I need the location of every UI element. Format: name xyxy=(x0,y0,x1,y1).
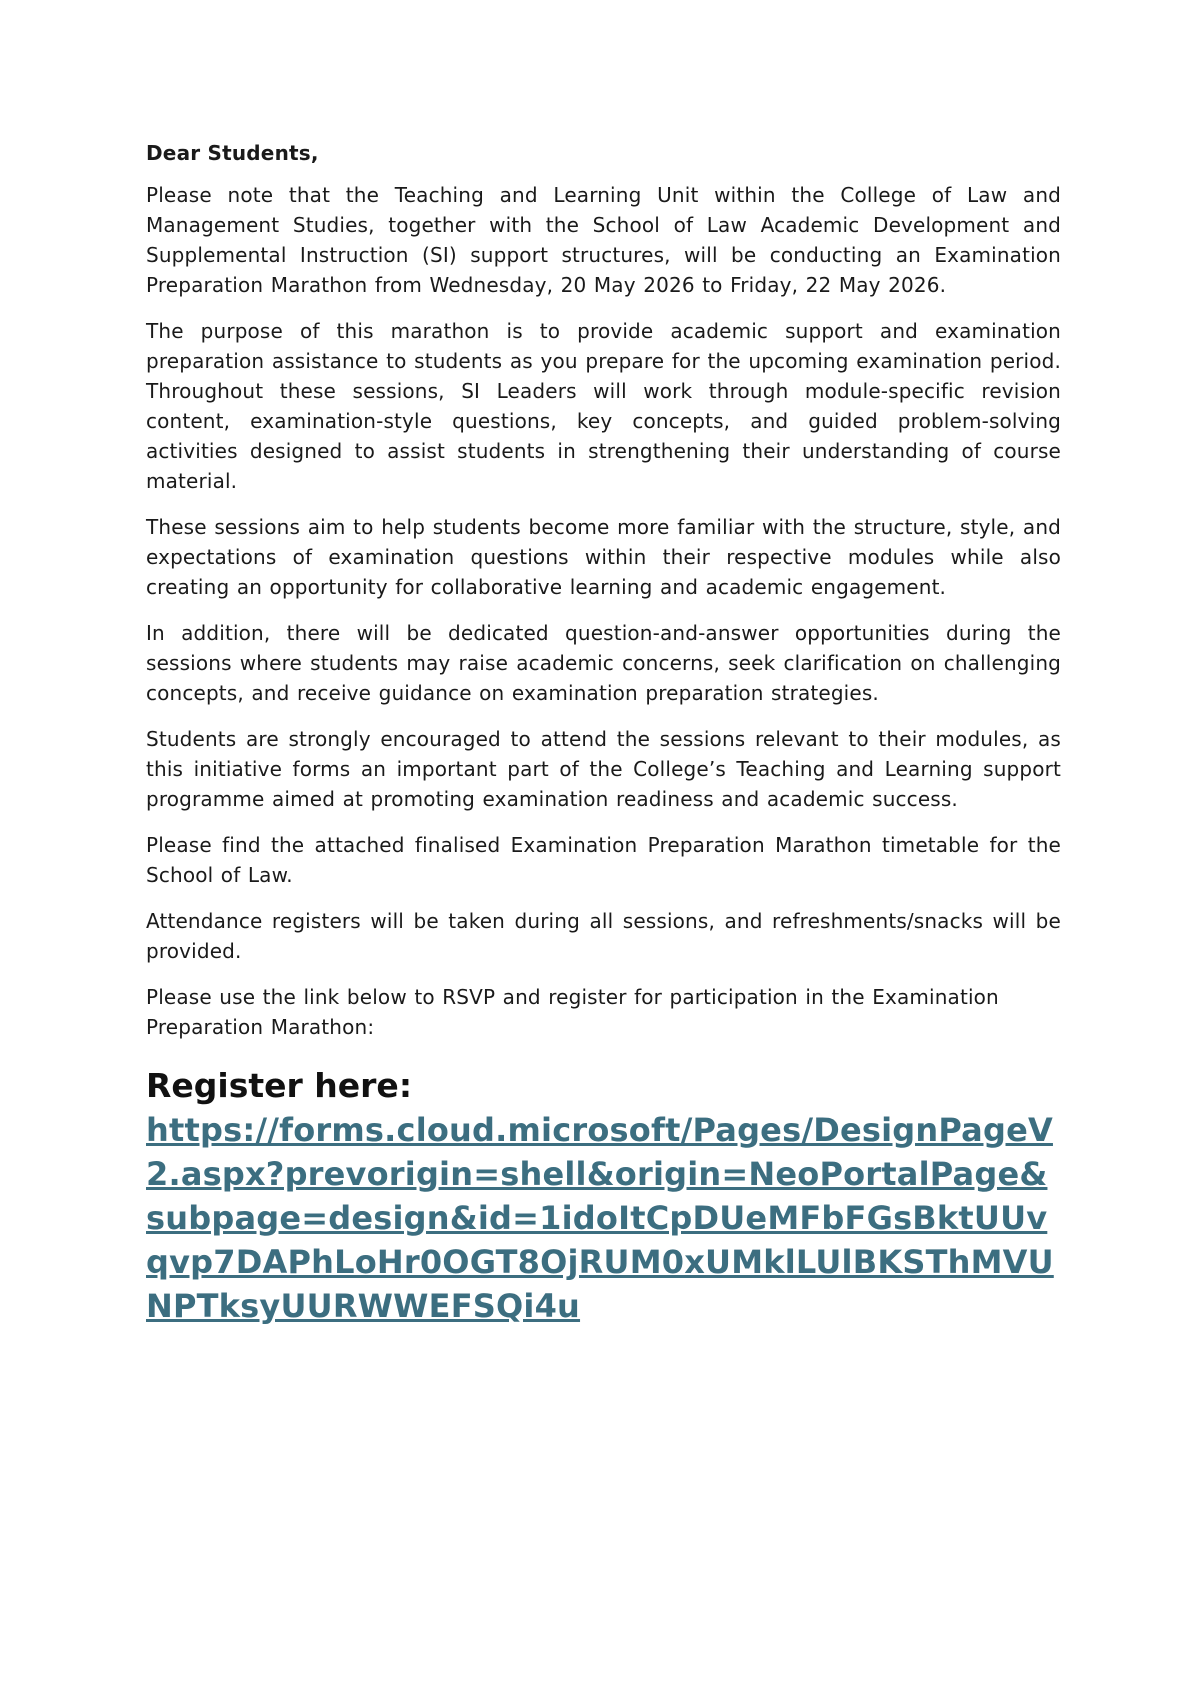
register-heading: Register here: xyxy=(146,1066,413,1105)
paragraph-rsvp-instruction: Please use the link below to RSVP and register for participation in the Examination Preparation Marathon: xyxy=(146,985,999,1039)
paragraph-timetable: Please find the attached finalised Examination Preparation Marathon timetable for the School of Law. xyxy=(146,833,1061,887)
paragraph-registers: Attendance registers will be taken during all sessions, and refreshments/snacks will be provided. xyxy=(146,909,1061,963)
paragraph-purpose: The purpose of this marathon is to provide academic support and examination preparation assistance to students as you prepare for the upcoming examination period. Throughout these sessions, SI Leaders will work through module-specific revision content, examination-style questions, key concepts, and guided problem-solving activities designed to assist students in strengthening their understanding of course material. xyxy=(146,319,1061,493)
letter-body xyxy=(146,138,1061,1328)
register-link[interactable]: https://forms.cloud.microsoft/Pages/DesignPageV2.aspx?prevorigin=shell&origin=NeoPortalPage&subpage=design&id=1idoItCpDUeMFbFGsBktUUvqvp7DAPhLoHr0OGT8OjRUM0xUMklLUlBKSThMVUNPTksyUURWWEFSQi4u xyxy=(146,1111,1054,1325)
paragraph-question-and-answer: In addition, there will be dedicated question-and-answer opportunities during the sessions where students may raise academic concerns, seek clarification on challenging concepts, and receive guidance on examination preparation strategies. xyxy=(146,621,1061,705)
paragraph-marathon-announcement: Please note that the Teaching and Learning Unit within the College of Law and Management Studies, together with the School of Law Academic Development and Supplemental Instruction (SI) support structures, will be conducting an Examination Preparation Marathon from Wednesday, 20 May 2026 to Friday, 22 May 2026. xyxy=(146,183,1061,297)
paragraph-attendance-encouragement: Students are strongly encouraged to attend the sessions relevant to their modules, as this initiative forms an important part of the College’s Teaching and Learning support programme aimed at promoting examination readiness and academic success. xyxy=(146,727,1061,811)
salutation: Dear Students, xyxy=(146,141,319,165)
paragraph-session-aims: These sessions aim to help students become more familiar with the structure, style, and expectations of examination questions within their respective modules while also creating an opportunity for collaborative learning and academic engagement. xyxy=(146,515,1061,599)
